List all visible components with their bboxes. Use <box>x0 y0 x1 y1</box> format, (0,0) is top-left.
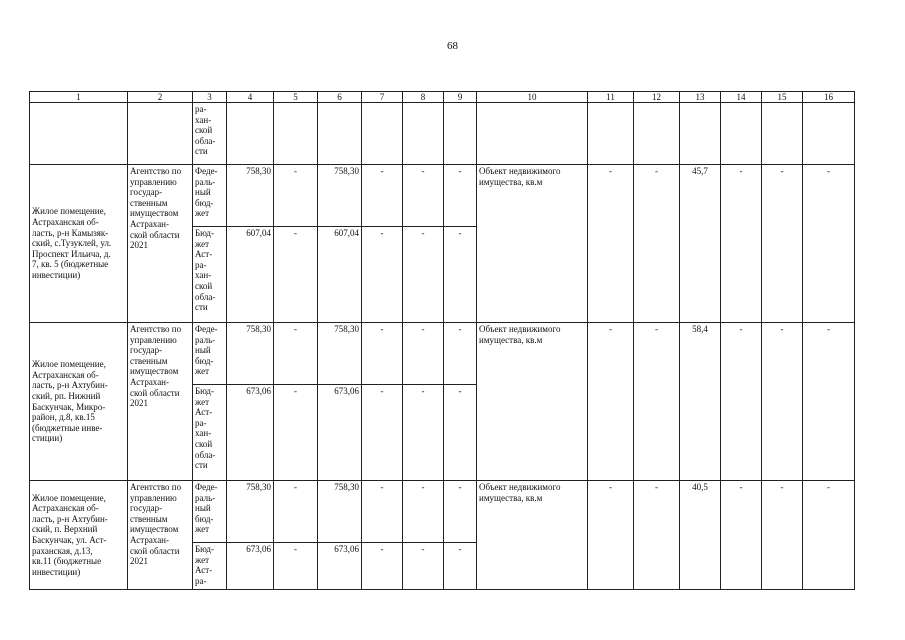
value-cell: - <box>803 481 855 590</box>
amount-cell: 758,30 <box>227 481 274 543</box>
funding-source-cell: Феде- раль- ный бюд- жет <box>193 165 227 227</box>
result-cell: Объект недвижимого имущества, кв.м <box>477 165 588 323</box>
column-header: 15 <box>762 92 803 103</box>
amount-cell: 758,30 <box>318 323 362 385</box>
funding-source-cell: Феде- раль- ный бюд- жет <box>193 481 227 543</box>
amount-cell: - <box>274 165 318 227</box>
column-header: 7 <box>362 92 403 103</box>
value-cell: - <box>762 165 803 323</box>
amount-cell: 673,06 <box>227 543 274 590</box>
amount-cell: - <box>403 165 444 227</box>
result-cell: Объект недвижимого имущества, кв.м <box>477 323 588 481</box>
funding-source-cell: Бюд- жет Аст- ра- хан- ской обла- сти <box>193 227 227 323</box>
table-row <box>30 165 855 227</box>
amount-cell: 758,30 <box>318 165 362 227</box>
value-cell: - <box>721 323 762 481</box>
column-header: 12 <box>634 92 680 103</box>
amount-cell: 607,04 <box>227 227 274 323</box>
column-header: 6 <box>318 92 362 103</box>
value-cell: - <box>588 165 634 323</box>
amount-cell: - <box>362 543 403 590</box>
amount-cell: - <box>274 323 318 385</box>
column-header: 5 <box>274 92 318 103</box>
table-body <box>30 103 855 590</box>
value-cell: - <box>762 481 803 590</box>
result-cell: Объект недвижимого имущества, кв.м <box>477 481 588 590</box>
object-name-cell: Жилое помещение, Астраханская об- ласть, р-н Камызяк- ский, с.Тузуклей, ул. Проспект Ильича, д. 7, кв. 5 (бюджетные инвестиции) <box>30 165 128 323</box>
amount-cell: - <box>444 165 477 227</box>
amount-cell: - <box>274 481 318 543</box>
amount-cell: 758,30 <box>227 165 274 227</box>
amount-cell: - <box>403 543 444 590</box>
amount-cell: - <box>403 227 444 323</box>
funding-source-cell: ра- хан- ской обла- сти <box>193 103 227 165</box>
value-cell: - <box>634 165 680 323</box>
value-cell: - <box>721 481 762 590</box>
amount-cell: - <box>362 385 403 481</box>
value-cell: - <box>634 323 680 481</box>
amount-cell: 607,04 <box>318 227 362 323</box>
column-header: 13 <box>680 92 721 103</box>
funding-source-cell: Бюд- жет Аст- ра- хан- ской обла- сти <box>193 385 227 481</box>
budget-table <box>29 91 855 590</box>
amount-cell: - <box>444 543 477 590</box>
page-number: 68 <box>447 40 458 52</box>
amount-cell: 673,06 <box>318 385 362 481</box>
value-cell: - <box>803 323 855 481</box>
amount-cell: - <box>274 227 318 323</box>
amount-cell: 758,30 <box>318 481 362 543</box>
funding-source-cell: Феде- раль- ный бюд- жет <box>193 323 227 385</box>
column-number-row <box>30 92 855 103</box>
object-name-cell: Жилое помещение, Астраханская об- ласть, р-н Ахтубин- ский, п. Верхний Баскунчак, ул. Аст- раханская, д.13, кв.11 (бюджетные инвестиции) <box>30 481 128 590</box>
amount-cell: - <box>274 543 318 590</box>
value-cell: 40,5 <box>680 481 721 590</box>
value-cell: - <box>721 165 762 323</box>
amount-cell: - <box>444 227 477 323</box>
customer-cell: Агентство по управлению государ- ственным имуществом Астрахан- ской области 2021 <box>128 481 193 590</box>
customer-cell: Агентство по управлению государ- ственным имуществом Астрахан- ской области 2021 <box>128 323 193 481</box>
value-cell: - <box>762 323 803 481</box>
value-cell: 45,7 <box>680 165 721 323</box>
amount-cell: 673,06 <box>227 385 274 481</box>
amount-cell: 758,30 <box>227 323 274 385</box>
customer-cell: Агентство по управлению государ- ственным имуществом Астрахан- ской области 2021 <box>128 165 193 323</box>
column-header: 2 <box>128 92 193 103</box>
amount-cell: - <box>362 323 403 385</box>
amount-cell: - <box>444 385 477 481</box>
column-header: 14 <box>721 92 762 103</box>
column-header: 11 <box>588 92 634 103</box>
amount-cell: - <box>274 385 318 481</box>
table-row <box>30 323 855 385</box>
column-header: 1 <box>30 92 128 103</box>
value-cell: - <box>588 481 634 590</box>
value-cell: 58,4 <box>680 323 721 481</box>
object-name-cell: Жилое помещение, Астраханская об- ласть, р-н Ахтубин- ский, рп. Нижний Баскунчак, Микро- район, д.8, кв.15 (бюджетные инве- стиции) <box>30 323 128 481</box>
amount-cell: 673,06 <box>318 543 362 590</box>
column-header: 8 <box>403 92 444 103</box>
amount-cell: - <box>362 227 403 323</box>
value-cell: - <box>803 165 855 323</box>
table-row <box>30 481 855 543</box>
amount-cell: - <box>403 481 444 543</box>
amount-cell: - <box>403 323 444 385</box>
column-header: 4 <box>227 92 274 103</box>
amount-cell: - <box>444 481 477 543</box>
column-header: 9 <box>444 92 477 103</box>
value-cell: - <box>588 323 634 481</box>
column-header: 10 <box>477 92 588 103</box>
value-cell: - <box>634 481 680 590</box>
amount-cell: - <box>362 481 403 543</box>
amount-cell: - <box>444 323 477 385</box>
column-header: 16 <box>803 92 855 103</box>
amount-cell: - <box>403 385 444 481</box>
column-header: 3 <box>193 92 227 103</box>
continuation-row <box>30 103 855 165</box>
funding-source-cell: Бюд- жет Аст- ра- <box>193 543 227 590</box>
amount-cell: - <box>362 165 403 227</box>
